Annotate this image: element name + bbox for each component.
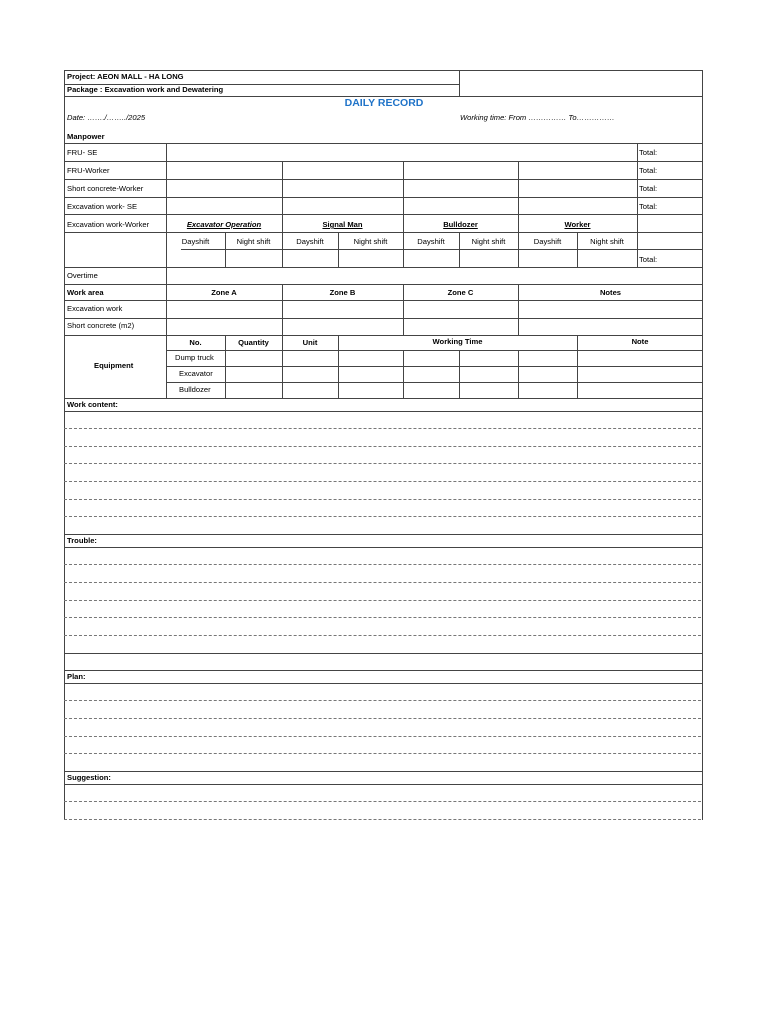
rule — [64, 197, 703, 198]
writing-line — [64, 463, 701, 464]
rule — [64, 179, 703, 180]
rule — [64, 214, 703, 215]
manpower-row-label: Excavation work-Worker — [67, 220, 150, 229]
rule — [166, 267, 167, 398]
writing-line — [64, 700, 701, 701]
writing-line — [64, 819, 701, 820]
manpower-heading: Manpower — [67, 132, 105, 141]
equipment-col-working-time: Working Time — [432, 337, 483, 346]
rule — [181, 249, 703, 250]
rule — [403, 161, 404, 215]
rule — [64, 318, 703, 319]
equipment-item: Excavator — [179, 369, 213, 378]
writing-line — [64, 801, 701, 802]
group-bulldozer: Bulldozer — [443, 220, 478, 229]
form-frame — [64, 70, 703, 820]
date-field[interactable]: Date: ……./……../2025 — [67, 113, 146, 122]
plan-heading: Plan: — [67, 672, 86, 681]
rule — [459, 70, 460, 96]
equipment-col-note: Note — [631, 337, 649, 346]
writing-line — [64, 516, 701, 517]
writing-line — [64, 617, 701, 618]
rule — [459, 350, 460, 398]
rule — [64, 683, 703, 684]
equipment-col-unit: Unit — [302, 338, 318, 347]
rule — [64, 267, 703, 268]
zone-b-header: Zone B — [329, 288, 356, 297]
rule — [64, 232, 703, 233]
writing-line — [64, 582, 701, 583]
manpower-row-label: Excavation work- SE — [67, 202, 138, 211]
manpower-row-label: FRU-Worker — [67, 166, 110, 175]
total-label: Total: — [639, 148, 658, 157]
working-time-field[interactable]: Working time: From …………… To…………… — [460, 113, 615, 122]
writing-line — [64, 446, 701, 447]
package-name: Package : Excavation work and Dewatering — [67, 85, 224, 94]
rule — [64, 534, 703, 535]
writing-line — [64, 481, 701, 482]
suggestion-heading: Suggestion: — [67, 773, 111, 782]
equipment-col-no: No. — [189, 338, 202, 347]
shift-label: Night shift — [471, 237, 506, 246]
equipment-col-quantity: Quantity — [238, 338, 269, 347]
rule — [64, 653, 703, 654]
rule — [64, 784, 703, 785]
group-excavator-operation: Excavator Operation — [186, 220, 262, 229]
rule — [166, 143, 167, 268]
writing-line — [64, 600, 701, 601]
rule — [64, 300, 703, 301]
shift-label: Night shift — [353, 237, 388, 246]
shift-label: Dayshift — [533, 237, 562, 246]
rule — [64, 771, 703, 772]
writing-line — [64, 564, 701, 565]
total-label: Total: — [639, 255, 658, 264]
writing-line — [64, 753, 701, 754]
notes-header: Notes — [599, 288, 622, 297]
rule — [64, 398, 703, 399]
page-title: DAILY RECORD — [344, 97, 424, 109]
rule — [64, 670, 703, 671]
manpower-row-label: Short concrete-Worker — [67, 184, 144, 193]
rule — [518, 161, 519, 215]
group-signal-man: Signal Man — [322, 220, 363, 229]
writing-line — [64, 736, 701, 737]
total-label: Total: — [639, 166, 658, 175]
rule — [403, 350, 404, 398]
rule — [637, 214, 638, 268]
total-label: Total: — [639, 202, 658, 211]
rule — [64, 411, 703, 412]
overtime-label: Overtime — [67, 271, 98, 280]
rule — [64, 284, 703, 285]
equipment-heading: Equipment — [94, 361, 134, 370]
rule — [64, 143, 703, 144]
work-area-row-label: Excavation work — [67, 304, 123, 313]
shift-label: Dayshift — [296, 237, 324, 246]
rule — [166, 382, 703, 383]
work-area-row-label: Short concrete (m2) — [67, 321, 135, 330]
writing-line — [64, 718, 701, 719]
equipment-item: Dump truck — [175, 353, 214, 362]
zone-a-header: Zone A — [211, 288, 237, 297]
rule — [166, 366, 703, 367]
equipment-item: Bulldozer — [179, 385, 211, 394]
rule — [64, 335, 703, 336]
rule — [166, 350, 703, 351]
writing-line — [64, 499, 701, 500]
writing-line — [64, 635, 701, 636]
shift-label: Night shift — [590, 237, 624, 246]
project-name: Project: AEON MALL - HA LONG — [67, 72, 184, 81]
zone-c-header: Zone C — [447, 288, 474, 297]
rule — [282, 161, 283, 215]
rule — [64, 161, 703, 162]
writing-line — [64, 428, 701, 429]
trouble-heading: Trouble: — [67, 536, 97, 545]
rule — [64, 547, 703, 548]
rule — [518, 350, 519, 398]
shift-label: Dayshift — [181, 237, 210, 246]
group-worker: Worker — [564, 220, 591, 229]
shift-label: Night shift — [236, 237, 271, 246]
shift-label: Dayshift — [417, 237, 445, 246]
work-content-heading: Work content: — [67, 400, 118, 409]
manpower-row-label: FRU- SE — [67, 148, 98, 157]
total-label: Total: — [639, 184, 658, 193]
work-area-heading: Work area — [67, 288, 104, 297]
